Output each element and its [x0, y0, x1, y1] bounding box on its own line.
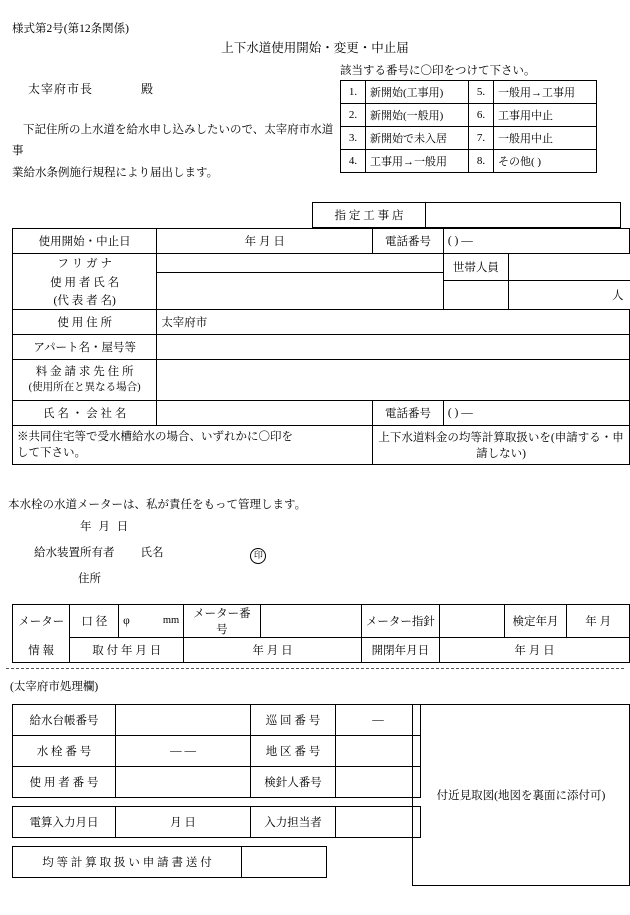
contractor-label: 指 定 工 事 店 [313, 203, 426, 228]
billing-address-label [13, 360, 157, 401]
table-row [13, 605, 630, 638]
diameter-label: 口 径 [70, 605, 119, 638]
meter-side-label-2: 情 報 [13, 638, 70, 663]
form-number: 様式第2号(第12条関係) [12, 23, 129, 35]
apartment-label: アパート名・屋号等 [13, 335, 157, 360]
apartment-value[interactable] [157, 335, 630, 360]
company-name-value[interactable] [157, 401, 373, 426]
household-cell [443, 254, 629, 310]
reader-no-value[interactable] [336, 767, 421, 798]
phi-symbol: φ [123, 615, 130, 627]
table-row-note [13, 426, 630, 465]
use-date-label: 使用開始・中止日 [13, 229, 157, 254]
selection-table [340, 80, 597, 173]
billing-address-value[interactable] [157, 360, 630, 401]
user-no-value[interactable] [116, 767, 251, 798]
table-row-apartment [13, 335, 630, 360]
household-value[interactable] [508, 254, 629, 281]
equalcalc-send-label: 均 等 計 算 取 扱 い 申 請 書 送 付 [13, 847, 242, 878]
table-row [13, 847, 327, 878]
map-area[interactable] [413, 705, 630, 886]
owner-address-label: 住所 [78, 573, 101, 585]
inspection-value[interactable]: 年 月 [567, 605, 630, 638]
office-table-equalcalc [12, 846, 327, 878]
diameter-value[interactable] [119, 605, 184, 638]
equal-calc-choice[interactable]: 上下水道料金の均等計算取扱いを(申請する・申請しない) [373, 426, 630, 465]
table-row [13, 807, 421, 838]
option-number: 6. [469, 104, 494, 127]
option-label-2[interactable]: 新開始(一般用) [366, 104, 469, 127]
option-label-5[interactable]: 一般用→工事用 [494, 81, 597, 104]
input-person-value[interactable] [336, 807, 421, 838]
household-table [444, 254, 630, 309]
install-date-value[interactable]: 年 月 日 [184, 638, 362, 663]
option-label-4[interactable]: 工事用→一般用 [366, 150, 469, 173]
user-no-label: 使 用 者 番 号 [13, 767, 116, 798]
table-row [341, 81, 597, 104]
openclose-date-value[interactable]: 年 月 日 [440, 638, 630, 663]
owner-line [34, 544, 266, 564]
page-title: 上下水道使用開始・変更・中止届 [221, 41, 409, 55]
input-person-label: 入力担当者 [251, 807, 336, 838]
table-row [341, 104, 597, 127]
equal-calc-note-line2: して下さい。 [17, 447, 86, 459]
use-date-value[interactable]: 年 月 日 [157, 229, 373, 254]
furigana-value[interactable] [157, 254, 444, 273]
cut-line [6, 668, 624, 669]
table-row-company [13, 401, 630, 426]
seal-icon: 印 [250, 548, 266, 564]
company-name-label: 氏 名 ・ 会 社 名 [13, 401, 157, 426]
option-number: 8. [469, 150, 494, 173]
meter-no-value[interactable] [260, 605, 361, 638]
equal-calc-note [13, 426, 373, 465]
ledger-no-label: 給水台帳番号 [13, 705, 116, 736]
meter-no-label: メーター番号 [184, 605, 261, 638]
billing-address-label-line1: 料 金 請 求 先 住 所 [35, 366, 134, 379]
option-number: 4. [341, 150, 366, 173]
option-label-3[interactable]: 新開始で未入居 [366, 127, 469, 150]
table-row-use-date [13, 229, 630, 254]
option-label-6[interactable]: 工事用中止 [494, 104, 597, 127]
meter-table [12, 604, 630, 663]
tel-value[interactable]: ( ) ― [443, 229, 629, 254]
option-label-7[interactable]: 一般用中止 [494, 127, 597, 150]
meter-side-label-1: メーター [13, 605, 70, 638]
addressee [28, 80, 154, 97]
billing-address-label-line2: (使用所在と異なる場合) [28, 381, 141, 393]
reader-no-label: 検針人番号 [251, 767, 336, 798]
office-table-input [12, 806, 421, 838]
tel-label: 電話番号 [373, 229, 444, 254]
declaration-date[interactable]: 年 月 日 [80, 521, 131, 533]
intro-line-1: 下記住所の上水道を給水申し込みしたいので、太宰府市水道事 [12, 124, 334, 158]
tap-no-value[interactable]: ― ― [116, 736, 251, 767]
table-row [341, 127, 597, 150]
use-address-value[interactable]: 太宰府市 [157, 310, 630, 335]
intro-line-2: 業給水条例施行規程により届出します。 [12, 166, 219, 179]
meter-reading-value[interactable] [440, 605, 505, 638]
household-unit: 人 [612, 290, 624, 302]
openclose-date-label: 開閉年月日 [361, 638, 439, 663]
declaration-text: 本水栓の水道メーターは、私が責任をもって管理します。 [8, 499, 307, 511]
option-number: 7. [469, 127, 494, 150]
table-row [13, 705, 421, 736]
ledger-no-value[interactable] [116, 705, 251, 736]
tel2-label: 電話番号 [373, 401, 444, 426]
user-name-value[interactable] [157, 273, 444, 310]
spacer-cell [12, 203, 313, 228]
selection-note: 該当する番号に〇印をつけて下さい。 [340, 65, 536, 77]
option-number: 5. [469, 81, 494, 104]
owner-name-label: 氏名 [140, 547, 164, 559]
option-number: 1. [341, 81, 366, 104]
inspection-label: 検定年月 [504, 605, 567, 638]
table-row [12, 203, 621, 228]
table-row [444, 254, 630, 281]
household-label: 世帯人員 [444, 254, 509, 281]
addressee-honorific: 殿 [141, 82, 155, 96]
table-row-address [13, 310, 630, 335]
option-label-1[interactable]: 新開始(工事用) [366, 81, 469, 104]
mm-unit: mm [162, 615, 180, 626]
contractor-table [12, 202, 621, 228]
owner-label: 給水装置所有者 [34, 547, 115, 559]
user-name-label: 使 用 者 氏 名 [13, 273, 157, 292]
equal-calc-note-line1: ※共同住宅等で受水槽給水の場合、いずれかに〇印を [17, 430, 293, 443]
install-date-label: 取 付 年 月 日 [70, 638, 184, 663]
district-no-value[interactable] [336, 736, 421, 767]
household-blank[interactable] [444, 281, 509, 310]
rep-name-label: (代 表 者 名) [13, 291, 157, 310]
input-date-value[interactable]: 月 日 [116, 807, 251, 838]
main-form-table [12, 228, 630, 465]
table-row [444, 281, 630, 310]
intro-text [12, 120, 342, 184]
district-no-label: 地 区 番 号 [251, 736, 336, 767]
table-row [341, 150, 597, 173]
option-number: 2. [341, 104, 366, 127]
table-row-furigana [13, 254, 630, 273]
contractor-value[interactable] [426, 203, 621, 228]
office-table-main [12, 704, 421, 798]
tel2-value[interactable]: ( ) ― [443, 401, 629, 426]
option-number: 3. [341, 127, 366, 150]
table-row [413, 705, 630, 886]
option-label-8[interactable]: その他( ) [494, 150, 597, 173]
map-table [412, 704, 630, 886]
use-address-label: 使 用 住 所 [13, 310, 157, 335]
equalcalc-send-value[interactable] [242, 847, 327, 878]
addressee-name: 太宰府市長 [28, 82, 94, 96]
table-row [13, 767, 421, 798]
tap-no-label: 水 栓 番 号 [13, 736, 116, 767]
meter-reading-label: メーター指針 [361, 605, 439, 638]
office-section-title: (太宰府市処理欄) [10, 681, 99, 693]
input-date-label: 電算入力月日 [13, 807, 116, 838]
table-row-billing [13, 360, 630, 401]
furigana-label: フ リ ガ ナ [13, 254, 157, 273]
map-label: 付近見取図(地図を裏面に添付可) [436, 790, 606, 802]
patrol-no-label: 巡 回 番 号 [251, 705, 336, 736]
table-row [13, 736, 421, 767]
patrol-no-value[interactable]: ― [336, 705, 421, 736]
table-row [13, 638, 630, 663]
